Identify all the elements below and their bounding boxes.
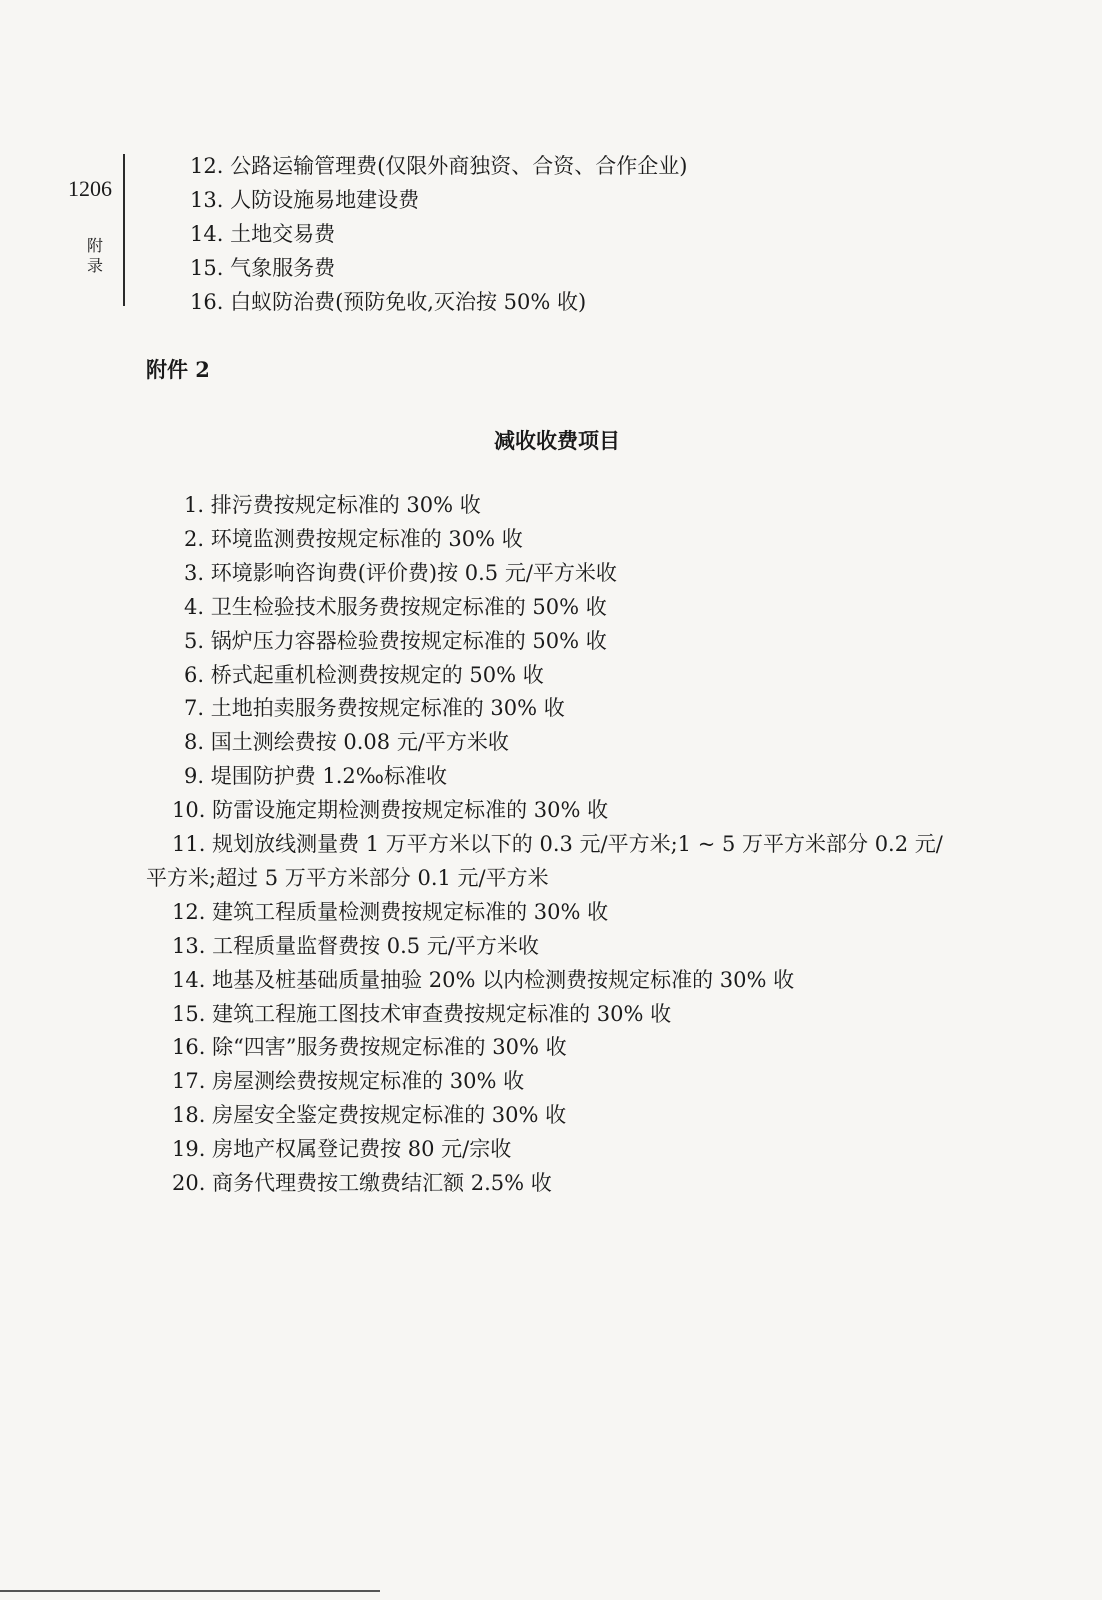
list-item: 3. 环境影响咨询费(评价费)按 0.5 元/平方米收 — [184, 561, 617, 585]
list-item: 15. 建筑工程施工图技术审查费按规定标准的 30% 收 — [172, 1002, 672, 1026]
list-item: 13. 人防设施易地建设费 — [190, 188, 420, 212]
list-item: 16. 白蚁防治费(预防免收,灭治按 50% 收) — [190, 290, 587, 314]
list-item: 19. 房地产权属登记费按 80 元/宗收 — [172, 1137, 512, 1161]
list-item: 17. 房屋测绘费按规定标准的 30% 收 — [172, 1069, 525, 1093]
list-item-continuation: 平方米;超过 5 万平方米部分 0.1 元/平方米 — [146, 866, 549, 890]
list-item: 5. 锅炉压力容器检验费按规定标准的 50% 收 — [184, 629, 607, 653]
margin-section-label: 附录 — [86, 236, 103, 275]
list-item: 14. 地基及桩基础质量抽验 20% 以内检测费按规定标准的 30% 收 — [172, 968, 795, 992]
list-item: 4. 卫生检验技术服务费按规定标准的 50% 收 — [184, 595, 607, 619]
list-item: 2. 环境监测费按规定标准的 30% 收 — [184, 527, 523, 551]
list-item: 12. 建筑工程质量检测费按规定标准的 30% 收 — [172, 900, 609, 924]
list-item: 13. 工程质量监督费按 0.5 元/平方米收 — [172, 934, 539, 958]
attachment-heading: 附件 2 — [146, 357, 210, 382]
list-item: 18. 房屋安全鉴定费按规定标准的 30% 收 — [172, 1103, 567, 1127]
list-item: 12. 公路运输管理费(仅限外商独资、合资、合作企业) — [190, 154, 688, 178]
list-item: 9. 堤围防护费 1.2‰标准收 — [184, 764, 447, 788]
list-item: 16. 除“四害”服务费按规定标准的 30% 收 — [172, 1035, 567, 1059]
list-item: 20. 商务代理费按工缴费结汇额 2.5% 收 — [172, 1171, 552, 1195]
list-item: 10. 防雷设施定期检测费按规定标准的 30% 收 — [172, 798, 609, 822]
list-item: 6. 桥式起重机检测费按规定的 50% 收 — [184, 663, 544, 687]
page-edge-line — [0, 1590, 380, 1592]
list-item: 8. 国土测绘费按 0.08 元/平方米收 — [184, 730, 509, 754]
list-item: 15. 气象服务费 — [190, 256, 336, 280]
list-item: 14. 土地交易费 — [190, 222, 336, 246]
section-title: 减收收费项目 — [494, 428, 620, 453]
list-item: 7. 土地拍卖服务费按规定标准的 30% 收 — [184, 696, 565, 720]
list-item: 1. 排污费按规定标准的 30% 收 — [184, 493, 481, 517]
page-number: 1206 — [68, 176, 112, 201]
list-item: 11. 规划放线测量费 1 万平方米以下的 0.3 元/平方米;1 ~ 5 万平方米部分 0.2 元/ — [172, 832, 943, 856]
margin-divider — [123, 154, 125, 306]
